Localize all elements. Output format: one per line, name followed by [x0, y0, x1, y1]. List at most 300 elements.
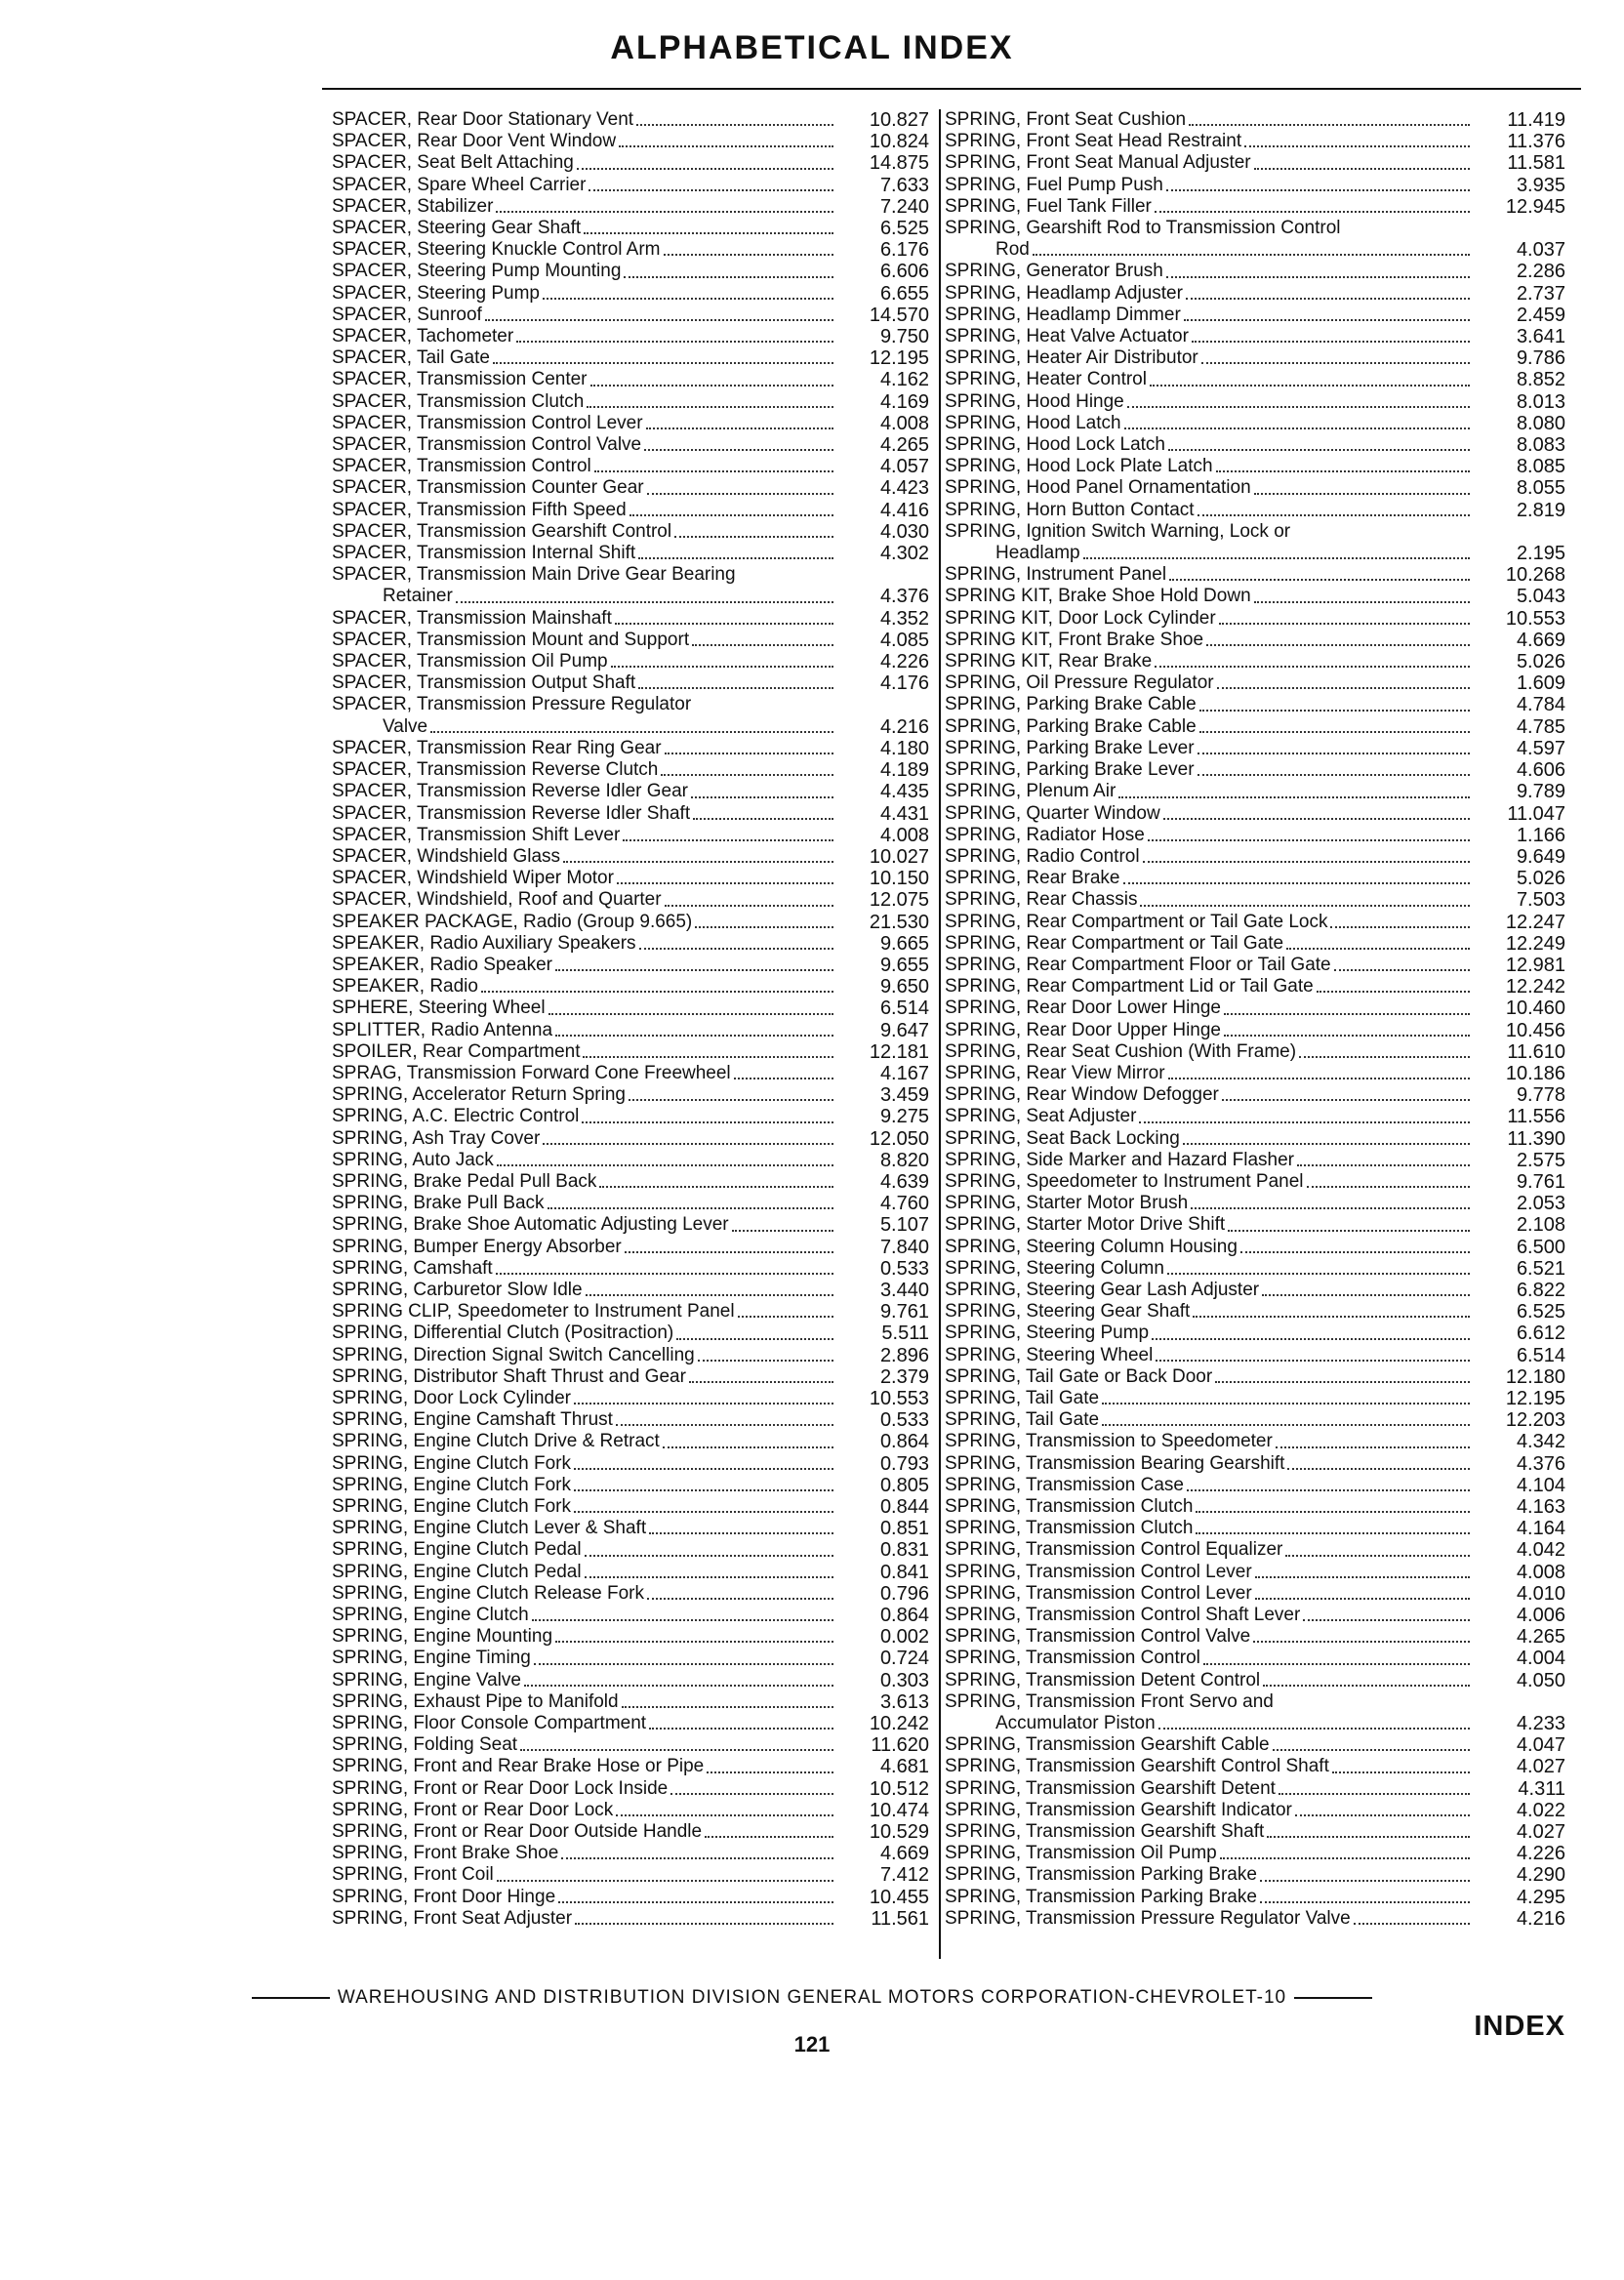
- index-entry: [332, 912, 929, 933]
- dot-leader: [1196, 1532, 1470, 1534]
- dot-leader: [548, 1207, 833, 1209]
- entry-text: SPRING, Transmission Gearshift Control Shaft: [945, 1756, 1329, 1777]
- dot-leader: [574, 1403, 833, 1405]
- index-entry: [945, 933, 1565, 955]
- dot-leader: [646, 428, 833, 429]
- entry-text: SPRING, A.C. Electric Control: [332, 1106, 580, 1127]
- entry-text: SPRAG, Transmission Forward Cone Freewheel: [332, 1062, 731, 1083]
- entry-text: SPRING, Front Seat Head Restraint: [945, 131, 1242, 152]
- index-entry: [945, 1020, 1565, 1041]
- entry-reference-number: 8.085: [1516, 456, 1565, 478]
- entry-text: Accumulator Piston: [995, 1713, 1156, 1734]
- entry-text: SPRING, Radio Control: [945, 845, 1140, 867]
- entry-reference-number: 5.026: [1516, 651, 1565, 673]
- index-entry: [945, 1041, 1565, 1063]
- index-entry: [332, 1539, 929, 1561]
- footer-text: WAREHOUSING AND DISTRIBUTION DIVISION GENERAL MOTORS CORPORATION-CHEVROLET-10: [337, 1987, 1287, 2008]
- index-entry: [332, 1063, 929, 1084]
- entry-reference-number: 7.840: [879, 1236, 929, 1258]
- dot-leader: [1148, 839, 1470, 841]
- entry-reference-number: 4.597: [1516, 737, 1565, 759]
- entry-text: SPRING, Engine Clutch Pedal: [332, 1561, 582, 1582]
- index-entry: [332, 1908, 929, 1930]
- dot-leader: [520, 1749, 833, 1751]
- entry-text: SPRING, Engine Clutch Pedal: [332, 1539, 582, 1561]
- index-entry: [945, 109, 1565, 131]
- entry-reference-number: 10.186: [1505, 1062, 1565, 1084]
- entry-reference-number: 12.180: [1505, 1365, 1565, 1388]
- entry-reference-number: 4.435: [879, 781, 929, 803]
- dot-leader: [1240, 1251, 1470, 1253]
- entry-reference-number: 8.055: [1516, 477, 1565, 500]
- index-entry: [945, 1084, 1565, 1106]
- entry-reference-number: 4.265: [1516, 1626, 1565, 1649]
- index-entry: [332, 1106, 929, 1127]
- index-entry: [332, 694, 929, 715]
- dot-leader: [1033, 254, 1470, 256]
- entry-text: SPRING, Direction Signal Switch Cancelling: [332, 1344, 695, 1365]
- index-entry: [332, 564, 929, 586]
- entry-reference-number: 10.242: [869, 1713, 929, 1735]
- entry-reference-number: 9.275: [879, 1106, 929, 1128]
- entry-text: SPRING, Radiator Hose: [945, 824, 1145, 845]
- dot-leader: [574, 1489, 833, 1491]
- dot-leader: [430, 731, 833, 733]
- entry-text: SPEAKER PACKAGE, Radio (Group 9.665): [332, 911, 693, 932]
- entry-reference-number: 10.460: [1505, 998, 1565, 1020]
- entry-text: SPRING, Rear Door Lower Hinge: [945, 998, 1221, 1019]
- index-entry: [945, 868, 1565, 889]
- dot-leader: [558, 1901, 833, 1903]
- index-entry: [945, 1562, 1565, 1583]
- entry-reference-number: 5.511: [881, 1323, 929, 1345]
- entry-text: SPRING, Engine Valve: [332, 1669, 521, 1690]
- entry-reference-number: 6.606: [879, 261, 929, 283]
- entry-reference-number: 3.440: [879, 1279, 929, 1301]
- entry-text: SPRING, Front or Rear Door Lock Inside: [332, 1777, 669, 1799]
- entry-text: SPRING, Heat Valve Actuator: [945, 326, 1189, 347]
- index-entry: [332, 152, 929, 174]
- index-entry: [332, 1562, 929, 1583]
- entry-text: SPRING KIT, Brake Shoe Hold Down: [945, 586, 1251, 607]
- entry-text: SPRING KIT, Rear Brake: [945, 651, 1153, 672]
- entry-text: SPRING, Front Seat Adjuster: [332, 1907, 573, 1929]
- entry-text: SPRING, Transmission Gearshift Shaft: [945, 1821, 1265, 1843]
- entry-reference-number: 4.376: [879, 586, 929, 608]
- dot-leader: [636, 124, 833, 126]
- index-entry: [332, 976, 929, 998]
- entry-reference-number: 0.724: [879, 1648, 929, 1670]
- index-entry: [945, 1713, 1565, 1734]
- index-entry: [945, 1258, 1565, 1280]
- dot-leader: [676, 1338, 833, 1340]
- footer: [0, 1987, 1624, 2009]
- entry-text: SPACER, Transmission Reverse Idler Shaft: [332, 802, 691, 824]
- index-entry: [945, 1518, 1565, 1539]
- entry-text: SPRING, Brake Pedal Pull Back: [332, 1170, 597, 1192]
- index-entry: [945, 651, 1565, 672]
- entry-reference-number: 6.525: [879, 218, 929, 240]
- index-entry: [332, 1778, 929, 1800]
- dot-leader: [1273, 1749, 1470, 1751]
- dot-leader: [1285, 1555, 1470, 1557]
- entry-text: SPACER, Transmission Reverse Idler Gear: [332, 781, 688, 802]
- dot-leader: [692, 644, 833, 646]
- dot-leader: [534, 1663, 833, 1665]
- index-entry: [945, 1171, 1565, 1193]
- index-entry: [945, 1496, 1565, 1518]
- entry-text: SPRING CLIP, Speedometer to Instrument Panel: [332, 1301, 735, 1323]
- index-entry: [945, 1626, 1565, 1648]
- index-entry: [945, 1301, 1565, 1323]
- entry-reference-number: 12.945: [1505, 195, 1565, 218]
- entry-reference-number: 0.533: [879, 1409, 929, 1432]
- index-entry: [332, 543, 929, 564]
- index-entry: [945, 846, 1565, 868]
- index-entry: [945, 1778, 1565, 1800]
- dot-leader: [1299, 1056, 1470, 1058]
- index-entry: [332, 608, 929, 630]
- entry-text: SPOILER, Rear Compartment: [332, 1040, 581, 1062]
- entry-reference-number: 12.050: [869, 1127, 929, 1150]
- dot-leader: [674, 536, 833, 538]
- dot-leader: [543, 298, 833, 300]
- entry-reference-number: 6.514: [879, 998, 929, 1020]
- index-entry: [945, 672, 1565, 694]
- index-entry: [332, 1323, 929, 1344]
- entry-text: SPRING, Rear Door Upper Hinge: [945, 1019, 1221, 1040]
- dot-leader: [1295, 1814, 1470, 1816]
- entry-reference-number: 1.609: [1516, 672, 1565, 695]
- index-entry: [945, 889, 1565, 911]
- entry-text: SPRING, Transmission to Speedometer: [945, 1431, 1273, 1452]
- dot-leader: [616, 1424, 833, 1426]
- dot-leader: [585, 1555, 833, 1557]
- index-entry: [332, 586, 929, 607]
- index-entry: [945, 1280, 1565, 1301]
- index-entry: [332, 1626, 929, 1648]
- index-entry: [332, 326, 929, 347]
- dot-leader: [1228, 1230, 1470, 1232]
- index-entry: [332, 218, 929, 239]
- entry-reference-number: 10.553: [1505, 607, 1565, 630]
- entry-text: SPRING, Headlamp Dimmer: [945, 304, 1181, 325]
- index-entry: [945, 196, 1565, 218]
- entry-text: SPRING, Speedometer to Instrument Panel: [945, 1170, 1304, 1192]
- dot-leader: [638, 557, 833, 559]
- dot-leader: [586, 1294, 833, 1296]
- entry-reference-number: 4.006: [1516, 1605, 1565, 1627]
- entry-text: SPRING, Rear View Mirror: [945, 1062, 1165, 1083]
- dot-leader: [1276, 1446, 1470, 1448]
- dot-leader: [734, 1078, 833, 1079]
- index-entry: [332, 846, 929, 868]
- entry-reference-number: 12.195: [869, 347, 929, 370]
- index-entry: [945, 955, 1565, 976]
- entry-reference-number: 10.268: [1505, 564, 1565, 587]
- entry-reference-number: 4.057: [879, 456, 929, 478]
- index-entry: [332, 1713, 929, 1734]
- entry-text: SPRING, Front Seat Manual Adjuster: [945, 152, 1251, 174]
- entry-reference-number: 0.841: [879, 1561, 929, 1583]
- dot-leader: [689, 1381, 833, 1383]
- entry-text: SPRING, Engine Mounting: [332, 1626, 553, 1648]
- index-entry: [332, 434, 929, 456]
- entry-reference-number: 12.249: [1505, 932, 1565, 955]
- entry-text: SPACER, Transmission Mainshaft: [332, 607, 612, 629]
- entry-reference-number: 6.514: [1516, 1344, 1565, 1366]
- dot-leader: [574, 1511, 833, 1513]
- dot-leader: [1307, 1186, 1470, 1188]
- index-entry: [945, 1887, 1565, 1908]
- entry-text: SPRING, Engine Clutch Lever & Shaft: [332, 1518, 647, 1539]
- index-entry: [945, 1106, 1565, 1127]
- entry-reference-number: 4.164: [1516, 1518, 1565, 1540]
- dot-leader: [496, 1273, 833, 1275]
- index-entry: [332, 1800, 929, 1821]
- index-entry: [332, 1388, 929, 1409]
- index-entry: [332, 477, 929, 499]
- entry-text: SPRING, Front or Rear Door Outside Handle: [332, 1821, 703, 1843]
- dot-leader: [485, 319, 833, 321]
- entry-text: SPRING, Hood Latch: [945, 412, 1121, 433]
- entry-text: SPACER, Steering Pump Mounting: [332, 261, 622, 282]
- dot-leader: [1286, 948, 1470, 950]
- dot-leader: [1262, 1294, 1470, 1296]
- index-entry: [945, 630, 1565, 651]
- entry-text: SPACER, Rear Door Stationary Vent: [332, 109, 634, 130]
- entry-text: SPRING, Starter Motor Drive Shift: [945, 1214, 1226, 1236]
- entry-text: SPRING, Seat Adjuster: [945, 1106, 1137, 1127]
- dot-leader: [1260, 1901, 1470, 1903]
- index-entry: [332, 500, 929, 521]
- index-entry: [945, 1821, 1565, 1843]
- dot-leader: [1222, 1099, 1470, 1101]
- entry-reference-number: 10.824: [869, 131, 929, 153]
- index-entry: [945, 326, 1565, 347]
- entry-reference-number: 4.311: [1518, 1777, 1565, 1800]
- index-entry: [332, 1171, 929, 1193]
- dot-leader: [497, 1880, 833, 1882]
- index-entry: [945, 1193, 1565, 1214]
- entry-text: SPRING, Transmission Parking Brake: [945, 1886, 1257, 1907]
- index-entry: [332, 131, 929, 152]
- index-entry: [945, 694, 1565, 715]
- dot-leader: [1217, 687, 1470, 689]
- entry-text: SPRING, Transmission Control Valve: [945, 1626, 1251, 1648]
- dot-leader: [664, 254, 833, 256]
- entry-text: SPRING, Auto Jack: [332, 1149, 494, 1170]
- entry-reference-number: 11.419: [1507, 109, 1565, 131]
- entry-reference-number: 6.525: [1516, 1301, 1565, 1323]
- entry-text: SPHERE, Steering Wheel: [332, 998, 546, 1019]
- entry-text: SPRING, Brake Shoe Automatic Adjusting Lever: [332, 1214, 729, 1236]
- entry-text: SPRING, Rear Chassis: [945, 889, 1138, 911]
- dot-leader: [1187, 1489, 1470, 1491]
- index-entry: [332, 1084, 929, 1106]
- entry-text: SPRING, Rear Compartment or Tail Gate: [945, 932, 1284, 954]
- dot-leader: [1198, 514, 1470, 516]
- entry-text: SPACER, Windshield Wiper Motor: [332, 868, 614, 889]
- entry-text: SPRING, Transmission Parking Brake: [945, 1864, 1257, 1886]
- dot-leader: [577, 168, 833, 170]
- entry-reference-number: 9.655: [879, 954, 929, 976]
- dot-leader: [574, 1468, 833, 1470]
- entry-reference-number: 4.226: [879, 651, 929, 673]
- entry-reference-number: 8.013: [1516, 390, 1565, 413]
- entry-text: Retainer: [383, 586, 453, 607]
- entry-text: SPRING, Floor Console Compartment: [332, 1713, 647, 1734]
- entry-text: SPRING, Transmission Detent Control: [945, 1669, 1261, 1690]
- index-entry: [332, 109, 929, 131]
- entry-text: SPRING, Steering Wheel: [945, 1344, 1154, 1365]
- index-entry: [945, 1475, 1565, 1496]
- dot-leader: [647, 1598, 833, 1600]
- dot-leader: [649, 1728, 833, 1730]
- entry-reference-number: 9.761: [1516, 1170, 1565, 1193]
- dot-leader: [555, 1641, 833, 1643]
- dot-leader: [1123, 882, 1471, 884]
- entry-text: SPRING, Steering Column Housing: [945, 1236, 1238, 1257]
- entry-reference-number: 4.233: [1516, 1713, 1565, 1735]
- index-entry: [332, 1020, 929, 1041]
- entry-reference-number: 4.008: [1516, 1561, 1565, 1583]
- index-entry: [332, 1843, 929, 1864]
- dot-leader: [732, 1230, 833, 1232]
- entry-reference-number: 8.852: [1516, 369, 1565, 391]
- dot-leader: [1167, 1273, 1470, 1275]
- index-entry: [945, 1864, 1565, 1886]
- dot-leader: [1279, 1793, 1470, 1795]
- index-entry: [945, 912, 1565, 933]
- index-entry: [332, 1237, 929, 1258]
- dot-leader: [705, 1836, 833, 1838]
- dot-leader: [1297, 1164, 1470, 1166]
- entry-text: SPACER, Steering Knuckle Control Arm: [332, 239, 661, 261]
- entry-text: SPRING, Engine Clutch Fork: [332, 1496, 571, 1517]
- entry-reference-number: 3.935: [1516, 174, 1565, 196]
- entry-text: SPRING, Engine Clutch Drive & Retract: [332, 1431, 660, 1452]
- entry-text: SPRING, Parking Brake Cable: [945, 715, 1197, 737]
- index-entry: [945, 1583, 1565, 1605]
- index-entry: [945, 759, 1565, 781]
- dot-leader: [555, 969, 833, 971]
- index-entry: [945, 608, 1565, 630]
- entry-text: SPRING, Front Brake Shoe: [332, 1843, 559, 1864]
- entry-text: SPRING, Hood Lock Latch: [945, 434, 1165, 456]
- entry-text: Rod: [995, 239, 1030, 261]
- index-entry: [945, 976, 1565, 998]
- index-entry: [945, 998, 1565, 1019]
- dot-leader: [1163, 818, 1470, 820]
- entry-reference-number: 4.008: [879, 824, 929, 846]
- entry-reference-number: 4.342: [1516, 1431, 1565, 1453]
- index-entry: [332, 1409, 929, 1431]
- entry-text: SPRING, Engine Clutch Fork: [332, 1452, 571, 1474]
- entry-text: SPRING, Engine Clutch Release Fork: [332, 1582, 644, 1604]
- dot-leader: [615, 623, 833, 625]
- entry-text: SPRING KIT, Door Lock Cylinder: [945, 607, 1216, 629]
- index-entry: [332, 803, 929, 825]
- entry-text: SPACER, Spare Wheel Carrier: [332, 174, 587, 195]
- entry-reference-number: 4.295: [1516, 1886, 1565, 1908]
- entry-reference-number: 0.303: [879, 1669, 929, 1691]
- dot-leader: [1216, 470, 1470, 472]
- entry-text: SPACER, Transmission Reverse Clutch: [332, 759, 659, 781]
- entry-text: SPLITTER, Radio Antenna: [332, 1019, 553, 1040]
- index-entry: [332, 1258, 929, 1280]
- dot-leader: [1287, 1468, 1470, 1470]
- index-entry: [945, 716, 1565, 738]
- entry-text: SPRING, Transmission Gearshift Indicator: [945, 1799, 1292, 1820]
- entry-reference-number: 2.896: [879, 1344, 929, 1366]
- index-entry: [945, 803, 1565, 825]
- entry-reference-number: 4.376: [1516, 1452, 1565, 1475]
- entry-reference-number: 0.805: [879, 1474, 929, 1496]
- entry-text: SPRING, Front Door Hinge: [332, 1886, 556, 1907]
- entry-text: SPRING, Camshaft: [332, 1257, 493, 1279]
- entry-text: SPACER, Transmission Oil Pump: [332, 651, 608, 672]
- index-entry: [945, 369, 1565, 390]
- entry-reference-number: 10.027: [869, 845, 929, 868]
- entry-text: SPRING, Transmission Control Equalizer: [945, 1539, 1283, 1561]
- index-entry: [945, 391, 1565, 413]
- index-entry: [945, 1431, 1565, 1452]
- entry-text: SPACER, Transmission Counter Gear: [332, 477, 644, 499]
- entry-text: SPRING, Oil Pressure Regulator: [945, 672, 1214, 694]
- entry-reference-number: 4.216: [1516, 1907, 1565, 1930]
- entry-reference-number: 4.423: [879, 477, 929, 500]
- entry-reference-number: 4.027: [1516, 1756, 1565, 1778]
- dot-leader: [1102, 1424, 1470, 1426]
- index-entry: [945, 1366, 1565, 1388]
- index-entry: [945, 500, 1565, 521]
- index-entry: [332, 630, 929, 651]
- entry-reference-number: 10.529: [869, 1821, 929, 1844]
- entry-reference-number: 0.851: [879, 1518, 929, 1540]
- dot-leader: [623, 839, 833, 841]
- entry-text: Valve: [383, 715, 428, 737]
- dot-leader: [1330, 926, 1470, 928]
- index-entry: [332, 1821, 929, 1843]
- index-column-left: [332, 109, 929, 1930]
- entry-reference-number: 11.620: [871, 1734, 929, 1757]
- entry-text: SPRING, Steering Gear Shaft: [945, 1301, 1191, 1323]
- entry-reference-number: 4.784: [1516, 694, 1565, 716]
- entry-reference-number: 3.459: [879, 1084, 929, 1107]
- dot-leader: [548, 1013, 833, 1015]
- index-entry: [945, 239, 1565, 261]
- index-entry: [945, 1237, 1565, 1258]
- entry-text: SPRING, Transmission Clutch: [945, 1518, 1194, 1539]
- index-entry: [945, 1800, 1565, 1821]
- entry-reference-number: 4.639: [879, 1170, 929, 1193]
- entry-reference-number: 5.043: [1516, 586, 1565, 608]
- index-entry: [332, 1734, 929, 1756]
- index-entry: [332, 1345, 929, 1366]
- entry-reference-number: 2.819: [1516, 499, 1565, 521]
- index-entry: [945, 434, 1565, 456]
- dot-leader: [1155, 211, 1470, 213]
- dot-leader: [532, 1619, 833, 1621]
- entry-text: SPACER, Transmission Control Lever: [332, 412, 643, 433]
- entry-reference-number: 4.050: [1516, 1669, 1565, 1691]
- entry-text: SPRING, Front or Rear Door Lock: [332, 1799, 614, 1820]
- entry-text: SPEAKER, Radio Auxiliary Speakers: [332, 932, 636, 954]
- entry-text: SPACER, Transmission Gearshift Control: [332, 520, 672, 542]
- entry-reference-number: 4.167: [879, 1062, 929, 1084]
- index-entry: [945, 1539, 1565, 1561]
